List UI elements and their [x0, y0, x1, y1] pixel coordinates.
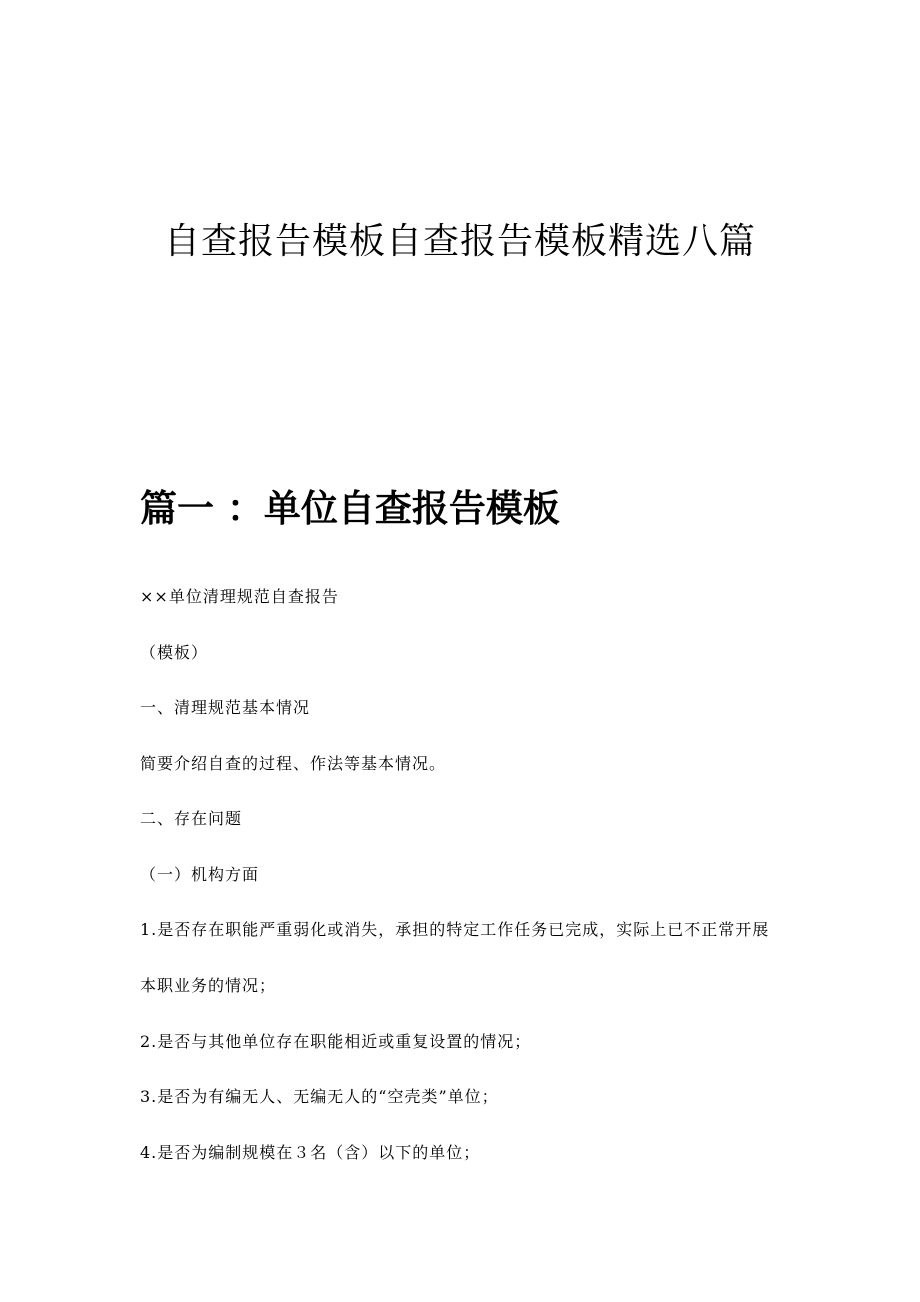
subheading-institution: （一）机构方面: [140, 864, 260, 884]
report-name: ××单位清理规范自查报告: [140, 587, 339, 606]
list-item-1: 1.是否存在职能严重弱化或消失，承担的特定工作任务已完成，实际上已不正常开展本职业务的情况；: [140, 920, 770, 995]
subheading-basic-situation: 一、清理规范基本情况: [140, 698, 311, 717]
list-item-3: 3.是否为有编无人、无编无人的“空壳类”单位；: [140, 1087, 499, 1106]
subheading-problems: 二、存在问题: [140, 809, 243, 828]
template-label: （模板）: [140, 642, 209, 662]
document-body: [140, 583, 780, 1194]
paragraph-basic-situation: 简要介绍自查的过程、作法等基本情况。: [140, 753, 447, 773]
section-heading: 篇一 ：单位自查报告模板: [140, 487, 560, 530]
list-item-4: 4.是否为编制规模在３名（含）以下的单位；: [140, 1142, 481, 1162]
document-title: 自查报告模板自查报告模板精选八篇: [163, 221, 756, 262]
list-item-2: 2.是否与其他单位存在职能相近或重复设置的情况；: [140, 1031, 532, 1051]
